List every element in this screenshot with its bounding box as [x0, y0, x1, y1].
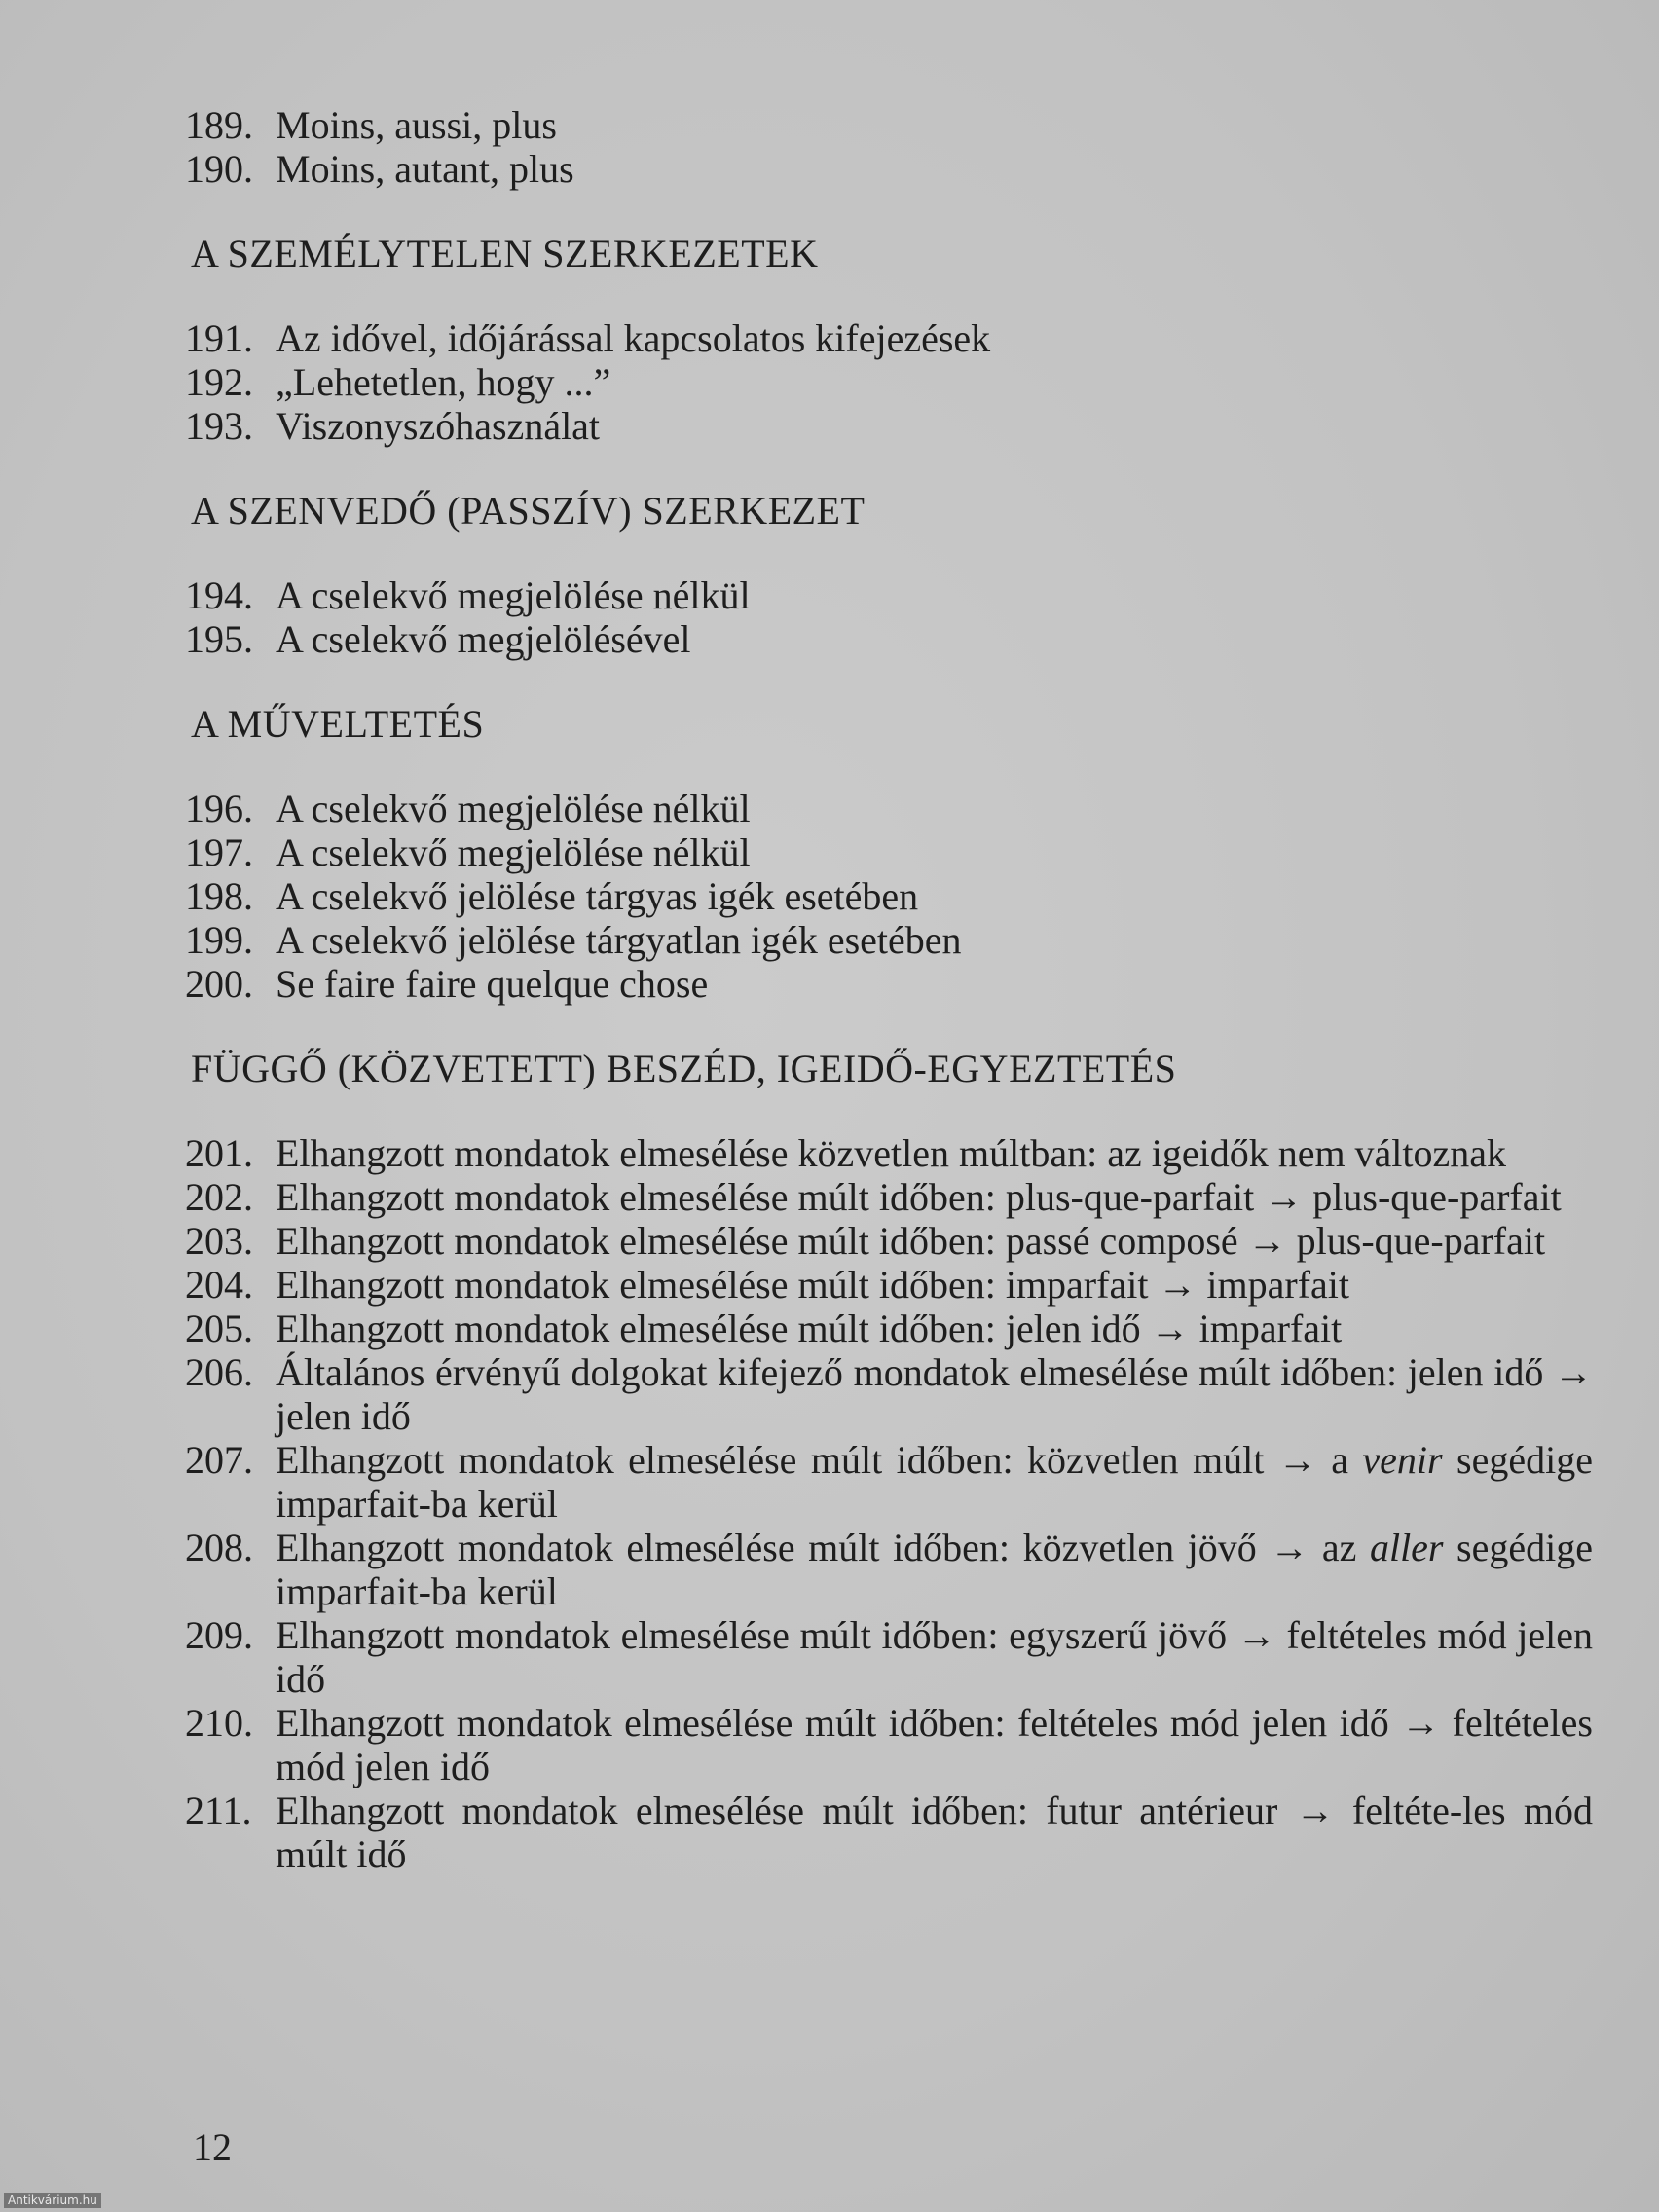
- watermark: Antikvárium.hu: [4, 2193, 101, 2208]
- toc-entry: [185, 1131, 1597, 1175]
- toc-entry: [185, 404, 1597, 448]
- entry-number: 201.: [185, 1131, 253, 1175]
- toc-entry: [185, 316, 1597, 360]
- entry-title-part: segédige imparfait-ba kerül: [276, 1526, 1593, 1613]
- entry-title: Moins, aussi, plus: [276, 103, 557, 147]
- entry-title: Elhangzott mondatok elmesélése múlt időben: imparfait → imparfait: [276, 1263, 1350, 1307]
- entry-title: Általános érvényű dolgokat kifejező mondatok elmesélése múlt időben: jelen idő → jelen idő: [276, 1350, 1593, 1438]
- entry-number: 194.: [185, 573, 253, 617]
- entry-title: A cselekvő megjelölése nélkül: [276, 787, 751, 830]
- toc-group: [185, 702, 1597, 1006]
- entry-number: 205.: [185, 1307, 253, 1350]
- toc-entry: [185, 1526, 1597, 1613]
- entry-title: Elhangzott mondatok elmesélése múlt időben: plus-que-parfait → plus-que-parfait: [276, 1175, 1562, 1219]
- entry-number: 202.: [185, 1175, 253, 1219]
- toc-entry: [185, 617, 1597, 661]
- toc-group: [185, 103, 1597, 191]
- entry-number: 192.: [185, 360, 253, 404]
- entry-number: 210.: [185, 1701, 253, 1745]
- entry-title: [276, 1438, 1597, 1526]
- toc-entry: [185, 103, 1597, 147]
- entry-number: 203.: [185, 1219, 253, 1263]
- entry-number: 196.: [185, 787, 253, 830]
- table-of-contents: [185, 103, 1597, 1876]
- toc-group: [185, 232, 1597, 448]
- entry-number: 191.: [185, 316, 253, 360]
- entry-number: 207.: [185, 1438, 253, 1482]
- entry-title: A cselekvő megjelölése nélkül: [276, 830, 751, 874]
- entry-title: Viszonyszóhasználat: [276, 404, 601, 448]
- entry-title: Elhangzott mondatok elmesélése múlt időben: feltételes mód jelen idő → feltételes mód jelen idő: [276, 1701, 1593, 1788]
- toc-entry: [185, 360, 1597, 404]
- toc-entry: [185, 1788, 1597, 1876]
- toc-entry: [185, 1219, 1597, 1263]
- entry-number: 195.: [185, 617, 253, 661]
- entry-title: Elhangzott mondatok elmesélése múlt időben: passé composé → plus-que-parfait: [276, 1219, 1546, 1263]
- section-heading: FÜGGŐ (KÖZVETETT) BESZÉD, IGEIDŐ-EGYEZTETÉS: [191, 1047, 1177, 1090]
- toc-group: [185, 489, 1597, 661]
- entry-title: Elhangzott mondatok elmesélése múlt időben: egyszerű jövő → feltételes mód jelen idő: [276, 1613, 1593, 1701]
- entry-number: 206.: [185, 1350, 253, 1394]
- entry-title-italic: aller: [1369, 1526, 1444, 1569]
- toc-entry: [185, 874, 1597, 918]
- entry-title-part: segédige imparfait-ba kerül: [276, 1438, 1593, 1526]
- entry-title: Elhangzott mondatok elmesélése múlt időben: jelen idő → imparfait: [276, 1307, 1343, 1350]
- entry-title: „Lehetetlen, hogy ...”: [276, 360, 611, 404]
- section-heading: A SZENVEDŐ (PASSZÍV) SZERKEZET: [191, 489, 866, 533]
- entry-title: [276, 1526, 1597, 1613]
- toc-entry: [185, 1175, 1597, 1219]
- toc-entry: [185, 918, 1597, 962]
- section-heading: A MŰVELTETÉS: [191, 702, 485, 746]
- entry-title: Moins, autant, plus: [276, 147, 574, 191]
- toc-entry: [185, 830, 1597, 874]
- section-heading: A SZEMÉLYTELEN SZERKEZETEK: [191, 232, 819, 276]
- toc-entry: [185, 787, 1597, 830]
- entry-number: 198.: [185, 874, 253, 918]
- entry-title: A cselekvő jelölése tárgyatlan igék esetében: [276, 918, 962, 962]
- entry-number: 193.: [185, 404, 253, 448]
- entry-number: 200.: [185, 962, 253, 1006]
- entry-number: 190.: [185, 147, 253, 191]
- entry-number: 197.: [185, 830, 253, 874]
- entry-number: 211.: [185, 1788, 252, 1832]
- toc-entry: [185, 962, 1597, 1006]
- entry-title: Elhangzott mondatok elmesélése múlt időben: futur antérieur → feltéte-les mód múlt idő: [276, 1788, 1593, 1876]
- entry-title-part: Elhangzott mondatok elmesélése múlt időben: közvetlen múlt → a: [276, 1438, 1363, 1482]
- toc-entry: [185, 1438, 1597, 1526]
- toc-entry: [185, 147, 1597, 191]
- entry-title: Elhangzott mondatok elmesélése közvetlen múltban: az igeidők nem változnak: [276, 1131, 1507, 1175]
- toc-entry: [185, 1350, 1597, 1438]
- toc-entry: [185, 1307, 1597, 1350]
- entry-title: A cselekvő megjelölésével: [276, 617, 691, 661]
- entry-title-part: Elhangzott mondatok elmesélése múlt időben: közvetlen jövő → az: [276, 1526, 1370, 1569]
- entry-number: 208.: [185, 1526, 253, 1569]
- entry-number: 204.: [185, 1263, 253, 1307]
- page-number: 12: [193, 2125, 232, 2169]
- entry-number: 209.: [185, 1613, 253, 1657]
- entry-title-italic: venir: [1362, 1438, 1443, 1482]
- toc-entry: [185, 573, 1597, 617]
- toc-entry: [185, 1263, 1597, 1307]
- entry-title: Az idővel, időjárással kapcsolatos kifejezések: [276, 316, 991, 360]
- toc-entry: [185, 1701, 1597, 1788]
- toc-entry: [185, 1613, 1597, 1701]
- entry-title: A cselekvő jelölése tárgyas igék esetében: [276, 874, 919, 918]
- entry-number: 189.: [185, 103, 253, 147]
- entry-title: A cselekvő megjelölése nélkül: [276, 573, 751, 617]
- entry-title: Se faire faire quelque chose: [276, 962, 709, 1006]
- entry-number: 199.: [185, 918, 253, 962]
- toc-group: [185, 1047, 1597, 1876]
